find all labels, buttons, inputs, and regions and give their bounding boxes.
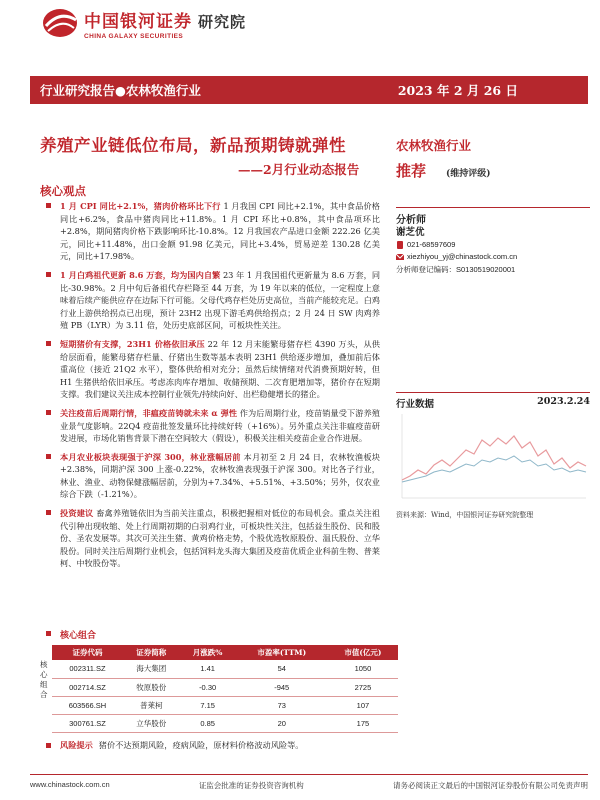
rating-note: (维持评级) — [446, 169, 491, 179]
portfolio-heading: 核心组合 — [40, 628, 96, 641]
industry-data-heading — [396, 392, 590, 410]
report-category: 行业研究报告●农林牧渔行业 — [40, 83, 201, 98]
email-icon — [396, 253, 404, 261]
analyst-email-line — [396, 252, 590, 261]
portfolio-side-label: 核心组合 — [40, 660, 48, 699]
bullet-cpi: 1 月 CPI 同比+2.1%，猪肉价格环比下行 1 月我国 CPI 同比+2.1%，其中食品价格同比+6.2%，食品中猪肉同比+11.8%。1 月 CPI 环比+0.8%，其中食品项环比+2.8%，期间猪肉价格下跌影响环比-10.8%。12 月我国农产品进口金额 222.26 亿美元，同比+11.48%，出口金额 91.98 亿美元，同比+3.4%，贸易逆差 130.28 亿美元，同比+17.98%。 — [40, 200, 380, 263]
analyst-email[interactable]: xiezhiyou_yj@chinastock.com.cn — [407, 252, 518, 261]
bullet-chicken: 1 月白鸡祖代更新 8.6 万套，均为国内自繁 23 年 1 月我国祖代更新量为 8.6 万套，同比-30.98%。2 月中旬后备祖代存栏降至 44 万套，为 19 年以来的低位，一定程度上意味着后续产能供应存在边际下行可能。父母代鸡存栏处历史高位，当前产能较充足。白鸡行业上游供给拐点已出现，预计 23H2 出现下游毛鸡供给拐点；2 月 24 日 SW 肉鸡养殖 PB（LYR）为 3.11 倍，处历史底部区间，可板块性关注。 — [40, 269, 380, 332]
core-views-list — [40, 200, 380, 576]
report-date: 2023 年 2 月 26 日 — [397, 83, 518, 98]
phone-icon — [396, 241, 404, 249]
report-title: 养殖产业链低位布局，新品预期铸就弹性 — [40, 136, 346, 155]
table-row: 603566.SH 普莱柯 7.15 73 107 — [52, 696, 398, 714]
rating-row — [396, 160, 590, 181]
bullet-investment: 投资建议 畜禽养殖链依旧为当前关注重点，积极把握相对低位的布局机会。重点关注祖代引种出现收缩、处上行周期初期的白羽鸡行业，可板块性关注，包括益生股份、民和股份、圣农发展等。其次可关注生猪、黄鸡价格走势，个股优选牧原股份、温氏股份、立华股份。同时关注后周期行业机会，包括饲料龙头海大集团及疫苗优质企业科前生物、普莱柯、中牧股份等。 — [40, 507, 380, 570]
industry-data-chart — [396, 410, 590, 506]
col-mktcap: 市值(亿元) — [328, 645, 398, 660]
benchmark-index-line — [402, 456, 586, 482]
analyst-name: 谢芝优 — [396, 227, 425, 238]
company-logo — [40, 6, 246, 40]
table-row: 002714.SZ 牧原股份 -0.30 -945 2725 — [52, 678, 398, 696]
galaxy-logo-icon — [40, 6, 80, 40]
col-code: 证券代码 — [52, 645, 123, 660]
portfolio-table — [52, 645, 398, 733]
industry-data-date: 2023.2.24 — [537, 396, 590, 407]
industry-index-line — [402, 436, 586, 480]
table-row: 002311.SZ 海大集团 1.41 54 1050 — [52, 660, 398, 678]
col-pe: 市盈率(TTM) — [236, 645, 328, 660]
page-footer — [30, 774, 588, 791]
industry-data-title: 行业数据 — [396, 399, 435, 410]
col-name: 证券简称 — [123, 645, 180, 660]
logo-institute: 研究院 — [198, 12, 247, 31]
rating: 推荐 — [396, 162, 427, 180]
analyst-phone: 021-68597609 — [407, 240, 456, 249]
bullet-market: 本月农业板块表现强于沪深 300，林业涨幅居前 本月初至 2 月 24 日，农林牧渔板块+2.38%，同期沪深 300 上涨-0.22%，农林牧渔表现强于沪深 300。对比各子行业，林业、渔业、动物保健涨幅居前，分别为+7.34%、+5.51%、+3.50%；另外，仅农业综合下跌（-1.21%）。 — [40, 451, 380, 501]
analyst-license: 分析师登记编码：S0130519020001 — [396, 265, 516, 274]
bullet-hog: 短期猪价有支撑，23H1 价格依旧承压 22 年 12 月末能繁母猪存栏 4390 万头，从供给层面看，能繁母猪存栏量、仔猪出生数等基本表明 23H1 供给逐步增加，叠加前后体重高位（接近 21Q2 水平），整体供给相对充分；虽然后续情绪对代消费预期好转，但 H1 生猪供给依旧承压。考虑冻肉库存增加、收储预期、二次育肥增加等，猪价存在短期支撑。我们建议关注成本控制行业领先/持续向好、出栏稳健增长的猪企。 — [40, 338, 380, 401]
logo-cn: 中国银河证券 — [84, 11, 192, 32]
risk-heading: 风险提示 — [60, 740, 93, 750]
analyst-phone-line — [396, 240, 590, 249]
logo-en: CHINA GALAXY SECURITIES — [84, 32, 184, 40]
footer-disclaimer: 请务必阅读正文最后的中国银河证券股份有限公司免责声明 — [393, 781, 588, 790]
analyst-heading: 分析师 — [396, 207, 590, 226]
risk-text: 猪价不达预期风险，疫病风险，原材料价格波动风险等。 — [98, 740, 304, 750]
risk-warning — [40, 740, 390, 751]
bullet-vaccine: 关注疫苗后周期行情，非瘟疫苗铸就未来 α 弹性 作为后周期行业，疫苗销量受下游养殖业景气度影响。22Q4 疫苗批签发量环比持续好转（+16%）。另外重点关注非瘟疫苗研发进展，市场化销售背景下潜在空间较大（假设），积极关注相关疫苗企业合作进展。 — [40, 407, 380, 445]
footer-center: 证监会批准的证券投资咨询机构 — [198, 781, 304, 790]
table-row: 300761.SZ 立华股份 0.85 20 175 — [52, 714, 398, 732]
core-views-heading: 核心观点 — [40, 184, 86, 198]
industry-name: 农林牧渔行业 — [396, 138, 472, 153]
chart-source: 资料来源：Wind，中国银河证券研究院整理 — [396, 511, 534, 519]
report-subtitle: ——2月行业动态报告 — [238, 162, 360, 177]
footer-url[interactable]: www.chinastock.com.cn — [30, 780, 110, 789]
report-banner — [30, 76, 588, 104]
table-header-row — [52, 645, 398, 660]
col-change: 月涨跌% — [180, 645, 236, 660]
